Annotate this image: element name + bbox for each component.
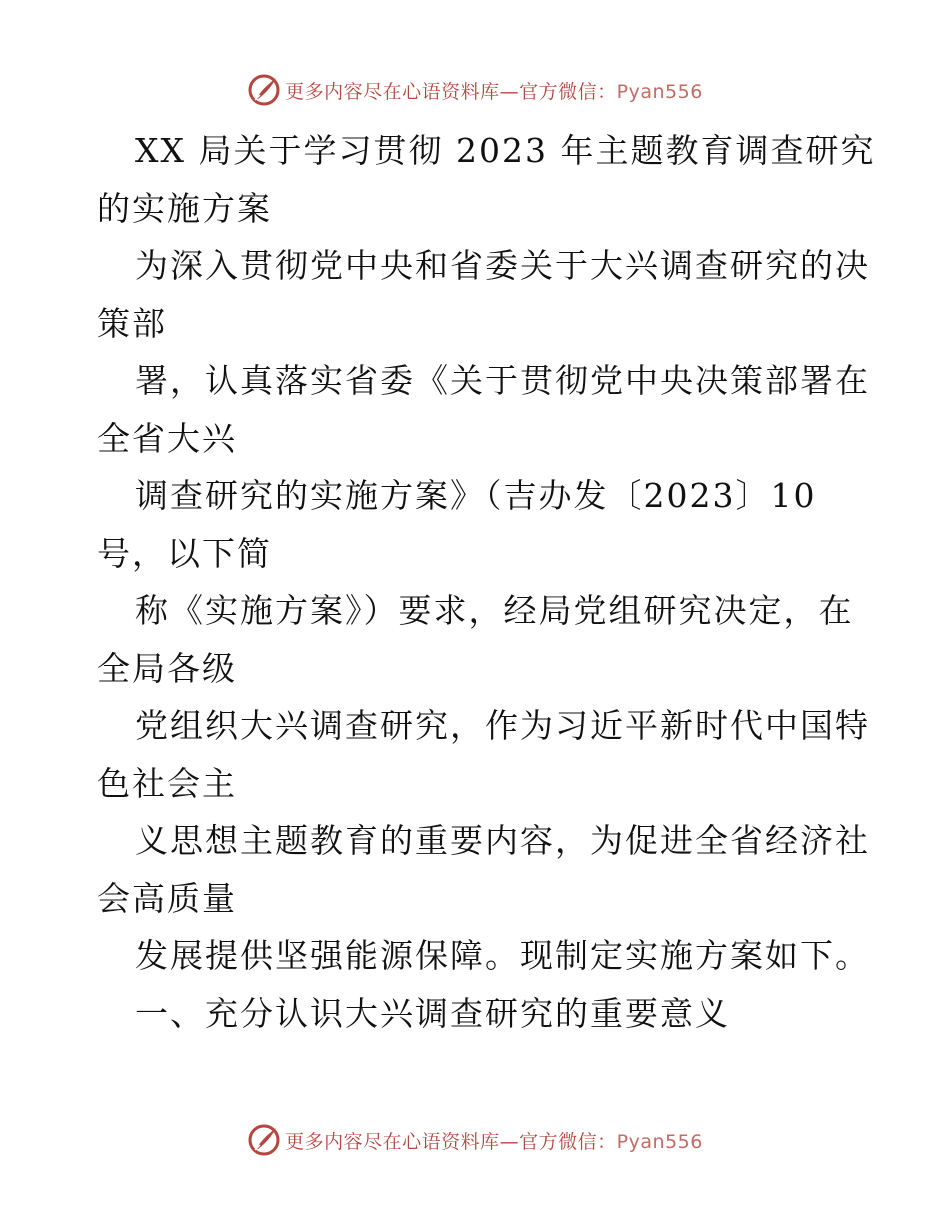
paragraph-line: 会高质量 bbox=[97, 878, 237, 918]
paragraph-line: 调查研究的实施方案》（吉办发〔2023〕10 bbox=[135, 476, 817, 515]
paragraph-line: 全局各级 bbox=[97, 648, 237, 688]
wechat-id: Pyan556 bbox=[616, 1130, 703, 1153]
paragraph-line: 义思想主题教育的重要内容，为促进全省经济社 bbox=[135, 821, 870, 860]
document-title-line-1: XX 局关于学习贯彻 2023 年主题教育调查研究 bbox=[135, 131, 876, 170]
document-title-line-2: 的实施方案 bbox=[97, 188, 272, 228]
section-heading: 一、充分认识大兴调查研究的重要意义 bbox=[135, 993, 730, 1033]
paragraph-line: 称《实施方案》）要求，经局党组研究决定，在 bbox=[135, 591, 854, 630]
quill-logo-icon bbox=[247, 73, 281, 107]
wechat-id: Pyan556 bbox=[616, 80, 703, 103]
paragraph-line: 全省大兴 bbox=[97, 418, 237, 458]
paragraph-line: 发展提供坚强能源保障。现制定实施方案如下。 bbox=[135, 936, 870, 975]
paragraph-line: 为深入贯彻党中央和省委关于大兴调查研究的决 bbox=[135, 246, 870, 285]
watermark-text: 更多内容尽在心语资料库—官方微信：Pyan556 bbox=[285, 80, 703, 103]
paragraph-line: 号，以下简 bbox=[97, 533, 272, 573]
watermark-banner-top bbox=[0, 70, 950, 110]
quill-logo-icon bbox=[247, 1123, 281, 1157]
document-body bbox=[97, 122, 876, 1042]
watermark-banner-bottom bbox=[0, 1120, 950, 1160]
paragraph-line: 策部 bbox=[97, 303, 167, 343]
watermark-text: 更多内容尽在心语资料库—官方微信：Pyan556 bbox=[285, 1130, 703, 1153]
paragraph-line: 色社会主 bbox=[97, 763, 237, 803]
paragraph-line: 党组织大兴调查研究，作为习近平新时代中国特 bbox=[135, 706, 870, 745]
paragraph-line: 署，认真落实省委《关于贯彻党中央决策部署在 bbox=[135, 361, 870, 400]
